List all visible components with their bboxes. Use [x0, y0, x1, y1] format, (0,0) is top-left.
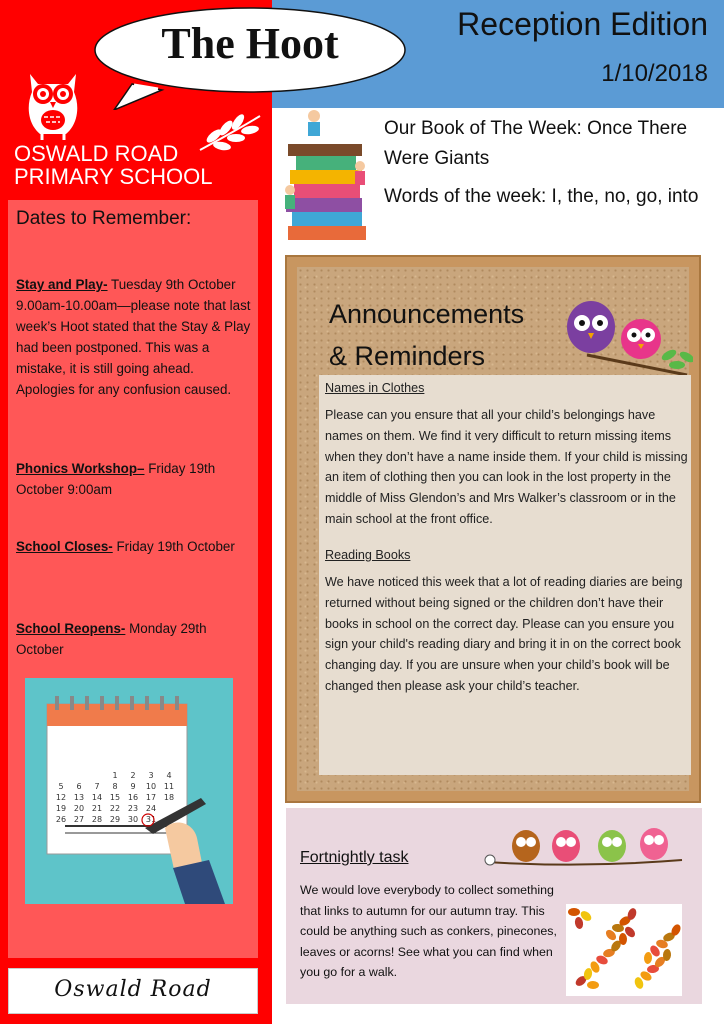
- event-name: School Reopens-: [16, 621, 126, 636]
- event-name: School Closes-: [16, 539, 113, 554]
- calendar-day: 3: [148, 771, 154, 780]
- calendar-day: 28: [91, 815, 103, 824]
- event-phonics-workshop: [16, 458, 254, 500]
- book-stack-illustration: [280, 108, 376, 250]
- calendar-ring: [70, 696, 74, 710]
- announcements-title-line1: Announcements: [329, 299, 525, 329]
- calendar-day: 20: [73, 804, 85, 813]
- footer-banner: [8, 968, 258, 1014]
- school-name-line2: PRIMARY SCHOOL: [14, 164, 213, 189]
- edition-label: Reception Edition: [457, 6, 708, 42]
- event-details: Tuesday 9th October 9.00am-10.00am—please note that last week’s Hoot stated that the Stay & Play had been postponed. This was a mistake, it is still going ahead. Apologies for any confusion caused.: [16, 277, 251, 397]
- dates-panel: [8, 200, 258, 958]
- leaf-shape: [574, 916, 584, 929]
- announcements-paper: [319, 375, 691, 775]
- cork-surface: [297, 267, 689, 791]
- calendar-day: 8: [112, 782, 118, 791]
- calendar-ring: [115, 696, 119, 710]
- book-of-the-week: Our Book of The Week: Once There Were Giants: [384, 118, 688, 169]
- calendar-day: 7: [94, 782, 100, 791]
- calendar-day: 6: [76, 782, 82, 791]
- calendar-day: 21: [91, 804, 103, 813]
- calendar-day: 11: [163, 782, 175, 791]
- section-heading-names-in-clothes: Names in Clothes: [325, 381, 425, 395]
- leaf-shape: [587, 981, 599, 989]
- announcements-title-line2: & Reminders: [329, 341, 486, 371]
- event-name: Stay and Play-: [16, 277, 108, 292]
- calendar-day: 10: [145, 782, 157, 791]
- calendar-day: 29: [109, 815, 121, 824]
- calendar-ring: [145, 696, 149, 710]
- event-school-closes: [16, 536, 254, 557]
- calendar-day: 12: [55, 793, 67, 802]
- calendar-day: 13: [73, 793, 85, 802]
- school-name: [14, 142, 264, 188]
- calendar-day: 4: [166, 771, 172, 780]
- calendar-day: 30: [127, 815, 139, 824]
- section-body-reading-books: We have noticed this week that a lot of reading diaries are being returned without being signed or the children don’t have their books in school on the correct day. Please can you ensure you sign your child's reading diary and bring it in on the correct book changing day. If you are unsure when your child’s book will be changed then please ask your child’s teacher.: [325, 575, 683, 693]
- calendar-ring: [130, 696, 134, 710]
- calendar-day: 17: [145, 793, 157, 802]
- event-details: Friday 19th October 9:00am: [16, 461, 216, 497]
- calendar-day: 27: [73, 815, 85, 824]
- school-name-line1: OSWALD ROAD: [14, 141, 179, 166]
- event-name: Phonics Workshop–: [16, 461, 145, 476]
- calendar-day: 22: [109, 804, 121, 813]
- section-body-names-in-clothes: Please can you ensure that all your child’s belongings have names on them. We find it very difficult to return missing items when they don’t have a name inside them. If your child is missing an item of clothing then you can look in the lost property in the middle of Miss Glendon’s and Mrs Walker’s classroom or in the main school at the front office.: [325, 408, 688, 526]
- calendar-day: 2: [130, 771, 136, 780]
- calendar-illustration: [25, 678, 233, 904]
- owls-on-branch-icon: [557, 295, 693, 381]
- calendar-day: 14: [91, 793, 103, 802]
- issue-date: 1/10/2018: [601, 60, 708, 87]
- calendar-day: 23: [127, 804, 139, 813]
- dates-title: Dates to Remember:: [16, 208, 192, 229]
- calendar-ring: [85, 696, 89, 710]
- calendar-day: 18: [163, 793, 175, 802]
- event-details: Monday 29th October: [16, 621, 207, 657]
- event-stay-and-play: [16, 274, 254, 400]
- calendar-ring: [160, 696, 164, 710]
- owl-logo-icon: [18, 62, 88, 142]
- calendar-ring: [175, 696, 179, 710]
- newsletter-title: The Hoot: [161, 19, 339, 68]
- calendar-ring: [100, 696, 104, 710]
- fortnightly-task-panel: [286, 808, 702, 1004]
- calendar-day: 5: [58, 782, 64, 791]
- calendar-day: 19: [55, 804, 67, 813]
- leaf-shape: [568, 908, 580, 916]
- leaf-shape: [644, 952, 653, 965]
- calendar-day: 16: [127, 793, 139, 802]
- calendar-day: 26: [55, 815, 67, 824]
- calendar-ring: [55, 696, 59, 710]
- calendar-day: 1: [112, 771, 118, 780]
- calendar-day: 15: [109, 793, 121, 802]
- autumn-leaves-illustration: [566, 904, 682, 996]
- announcements-corkboard: [285, 255, 701, 803]
- event-details: Friday 19th October: [112, 539, 235, 554]
- words-of-the-week: Words of the week: I, the, no, go, into: [384, 186, 699, 207]
- calendar-day: 9: [130, 782, 136, 791]
- owl-row-icon: [482, 822, 688, 870]
- calendar-day: 31: [145, 815, 157, 824]
- announcements-title: [329, 293, 524, 377]
- section-heading-reading-books: Reading Books: [325, 548, 411, 562]
- calendar-day: 24: [145, 804, 157, 813]
- footer-text: Oswald Road: [54, 977, 212, 1002]
- task-body: We would love everybody to collect something that links to autumn for our autumn tray. This could be anything such as conkers, pinecones, leaves or acorns! See what you can find when you go for a walk.: [300, 883, 557, 980]
- event-school-reopens: [16, 618, 254, 660]
- task-title: Fortnightly task: [300, 849, 409, 866]
